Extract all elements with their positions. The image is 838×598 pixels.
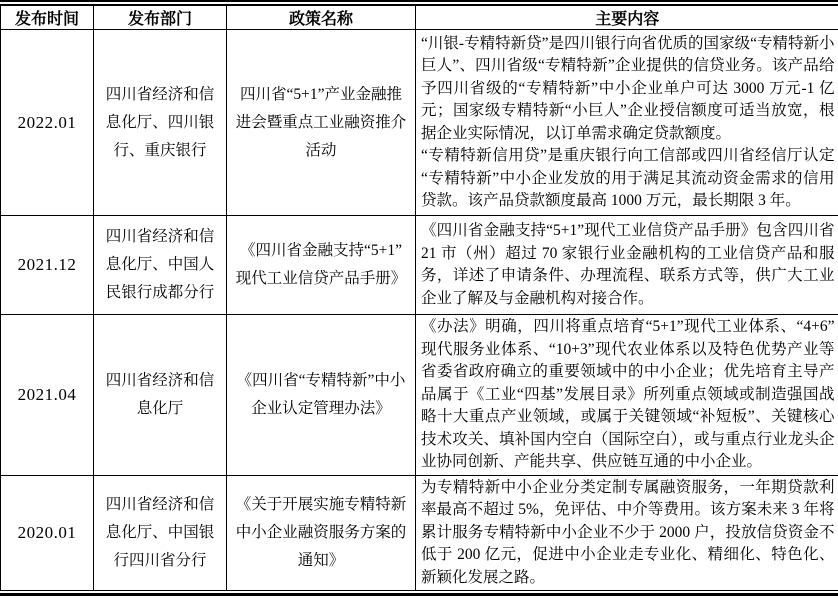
cell-main-content [416, 315, 838, 476]
header-row [1, 5, 838, 30]
content-paragraph: 为专精特新中小企业分类定制专属融资服务，一年期贷款利率最高不超过 5%，免评估、中介等费用。该方案未来 3 年将累计服务专精特新中小企业不少于 2000 户，投放信贷资金不低于 200 亿元，促进中小企业走专业化、精细化、特色化、新颖化发展之路。 [421, 478, 835, 586]
header-publish-department: 发布部门 [94, 5, 227, 30]
cell-main-content [416, 216, 838, 315]
cell-policy-name: 《关于开展实施专精特新中小企业融资服务方案的通知》 [227, 475, 416, 591]
header-publish-date: 发布时间 [1, 5, 94, 30]
policy-table-body [1, 30, 838, 591]
content-paragraph: “专精特新信用贷”是重庆银行向工信部或四川省经信厅认定“专精特新”中小企业发放的用于满足其流动资金需求的信用贷款。该产品贷款额度最高 1000 万元，最长期限 3 年。 [421, 147, 835, 209]
policy-table [0, 4, 838, 591]
cell-publish-department: 四川省经济和信息化厅、中国银行四川省分行 [94, 475, 227, 591]
cell-publish-department: 四川省经济和信息化厅、中国人民银行成都分行 [94, 216, 227, 315]
policy-table-header [1, 5, 838, 30]
cell-policy-name: 《四川省“专精特新”中小企业认定管理办法》 [227, 315, 416, 476]
content-paragraph: 《办法》明确，四川将重点培育“5+1”现代工业体系、“4+6”现代服务业体系、“10+3”现代农业体系以及特色优势产业等省委省政府确立的重要领域中的中小企业；优先培育主导产品属于《工业“四基”发展目录》所列重点领域或制造强国战略十大重点产业领域，或属于关键领域“补短板”、关键核心技术攻关、填补国内空白（国际空白），或与重点行业龙头企业协同创新、产能共享、供应链互通的中小企业。 [421, 318, 835, 470]
cell-publish-department: 四川省经济和信息化厅、四川银行、重庆银行 [94, 30, 227, 216]
content-paragraph: “川银-专精特新贷”是四川银行向省优质的国家级“专精特新小巨人”、四川省级“专精特新”企业提供的信贷业务。该产品给予四川省级的“专精特新”中小企业单户可达 3000 万元-1 亿元；国家级专精特新“小巨人”企业授信额度可适当放宽，根据企业实际情况，以订单需求确定贷款额度。 [421, 34, 835, 142]
table-row [1, 315, 838, 476]
cell-publish-date: 2022.01 [1, 30, 94, 216]
cell-publish-date: 2021.04 [1, 315, 94, 476]
cell-policy-name: 四川省“5+1”产业金融推进会暨重点工业融资推介活动 [227, 30, 416, 216]
table-row [1, 475, 838, 591]
cell-publish-date: 2021.12 [1, 216, 94, 315]
content-paragraph: 《四川省金融支持“5+1”现代工业信贷产品手册》包含四川省 21 市（州）超过 70 家银行业金融机构的工业信贷产品和服务，详述了申请条件、办理流程、联系方式等，供广大工业企业了解及与金融机构对接合作。 [421, 222, 835, 307]
cell-main-content [416, 475, 838, 591]
header-policy-name: 政策名称 [227, 5, 416, 30]
cell-policy-name: 《四川省金融支持“5+1”现代工业信贷产品手册》 [227, 216, 416, 315]
cell-main-content [416, 30, 838, 216]
cell-publish-department: 四川省经济和信息化厅 [94, 315, 227, 476]
cell-publish-date: 2020.01 [1, 475, 94, 591]
header-main-content: 主要内容 [416, 5, 838, 30]
table-row [1, 216, 838, 315]
table-row [1, 30, 838, 216]
